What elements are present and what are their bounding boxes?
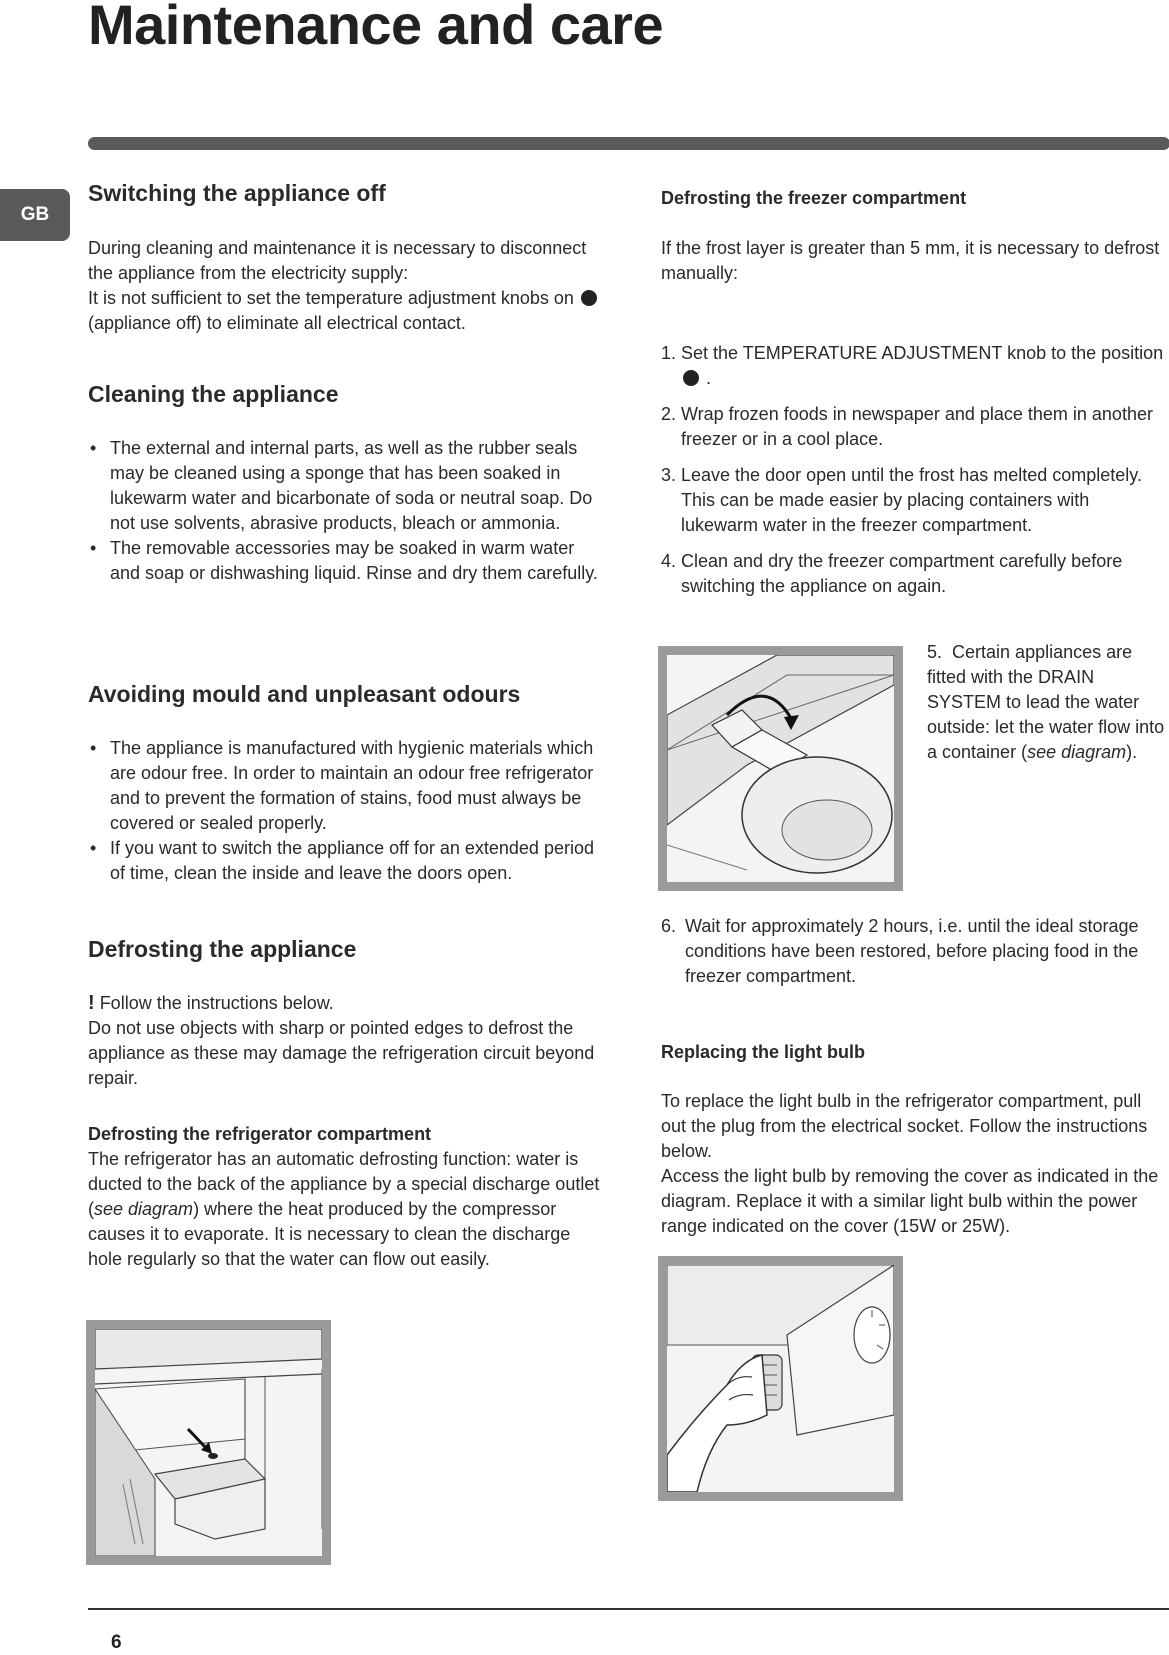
list-item: 3. Leave the door open until the frost has melted completely. This can be made easier by placing containers with lukewarm water in the freezer compartment. xyxy=(661,465,1142,535)
list-item: • The removable accessories may be soaked in warm water and soap or dishwashing liquid. Rinse and dry them carefully. xyxy=(88,536,600,586)
section-fridge-defrost xyxy=(88,1122,600,1272)
fridge-defrost-body: The refrigerator has an automatic defrosting function: water is ducted to the back of the appliance by a special discharge outlet (see diagram) where the heat produced by the compressor causes it to evaporate. It is necessary to clean the discharge hole regularly so that the water can flow out easily. xyxy=(88,1149,600,1269)
defrosting-heading: Defrosting the appliance xyxy=(88,936,357,962)
freezer-defrost-steps xyxy=(661,341,1169,599)
page-title: Maintenance and care xyxy=(88,0,664,56)
light-bulb-diagram xyxy=(658,1256,903,1501)
freezer-step-6: 6. Wait for approximately 2 hours, i.e. until the ideal storage conditions have been restored, before placing food in the freezer compartment. xyxy=(661,916,1139,986)
drain-system-diagram xyxy=(658,646,903,891)
cleaning-heading: Cleaning the appliance xyxy=(88,381,339,407)
section-switching-off xyxy=(88,181,600,206)
freezer-defrost-intro: If the frost layer is greater than 5 mm, it is necessary to defrost manually: xyxy=(661,238,1160,283)
page-number: 6 xyxy=(111,1632,122,1653)
warning-mark: ! xyxy=(88,992,95,1014)
mould-heading: Avoiding mould and unpleasant odours xyxy=(88,681,521,707)
off-position-symbol-icon xyxy=(581,290,597,306)
list-item: 4. Clean and dry the freezer compartment carefully before switching the appliance on again. xyxy=(661,551,1123,596)
section-mould xyxy=(88,682,600,707)
language-tab: GB xyxy=(0,189,70,241)
list-item: • The appliance is manufactured with hygienic materials which are odour free. In order to maintain an odour free refrigerator and to prevent the formation of stains, food must always be covered or sealed properly. xyxy=(88,736,600,836)
bulb-heading: Replacing the light bulb xyxy=(661,1042,865,1062)
switching-off-body xyxy=(88,236,600,336)
switching-off-p1: During cleaning and maintenance it is necessary to disconnect the appliance from the electricity supply: xyxy=(88,238,587,283)
defrosting-warning: ! Follow the instructions below. xyxy=(88,992,334,1014)
bulb-p2: Access the light bulb by removing the cover as indicated in the diagram. Replace it with a similar light bulb within the power range indicated on the cover (15W or 25W). xyxy=(661,1166,1159,1236)
list-item: 2. Wrap frozen foods in newspaper and place them in another freezer or in a cool place. xyxy=(661,404,1153,449)
bulb-p1: To replace the light bulb in the refrigerator compartment, pull out the plug from the electrical socket. Follow the instructions below. xyxy=(661,1091,1148,1161)
freezer-defrost-heading: Defrosting the freezer compartment xyxy=(661,188,967,208)
switching-off-heading: Switching the appliance off xyxy=(88,180,386,206)
section-defrosting xyxy=(88,937,600,962)
discharge-hole-illustration xyxy=(95,1329,322,1556)
list-item: 1. Set the TEMPERATURE ADJUSTMENT knob to the position . xyxy=(661,343,1164,388)
defrosting-caution: Do not use objects with sharp or pointed edges to defrost the appliance as these may damage the refrigeration circuit beyond repair. xyxy=(88,1018,595,1088)
discharge-hole-diagram xyxy=(86,1320,331,1565)
footer-rule xyxy=(88,1608,1169,1610)
list-item: • If you want to switch the appliance off for an extended period of time, clean the inside and leave the doors open. xyxy=(88,836,600,886)
section-bulb xyxy=(661,1040,1169,1065)
drain-system-illustration xyxy=(667,655,894,882)
off-position-symbol-icon xyxy=(683,370,699,386)
cleaning-list xyxy=(88,436,600,586)
list-item: • The external and internal parts, as well as the rubber seals may be cleaned using a sponge that has been soaked in lukewarm water and bicarbonate of soda or neutral soap. Do not use solvents, abrasive products, bleach or ammonia. xyxy=(88,436,600,536)
section-freezer-defrost xyxy=(661,186,1169,211)
mould-list xyxy=(88,736,600,886)
title-rule xyxy=(88,137,1169,150)
freezer-step-5: 5. Certain appliances are fitted with the DRAIN SYSTEM to lead the water outside: let the water flow into a container (see diagram). xyxy=(927,642,1165,762)
fridge-defrost-heading: Defrosting the refrigerator compartment xyxy=(88,1124,432,1144)
light-bulb-illustration xyxy=(667,1265,894,1492)
switching-off-p2: It is not sufficient to set the temperature adjustment knobs on (appliance off) to eliminate all electrical contact. xyxy=(88,286,600,336)
section-cleaning xyxy=(88,382,600,407)
